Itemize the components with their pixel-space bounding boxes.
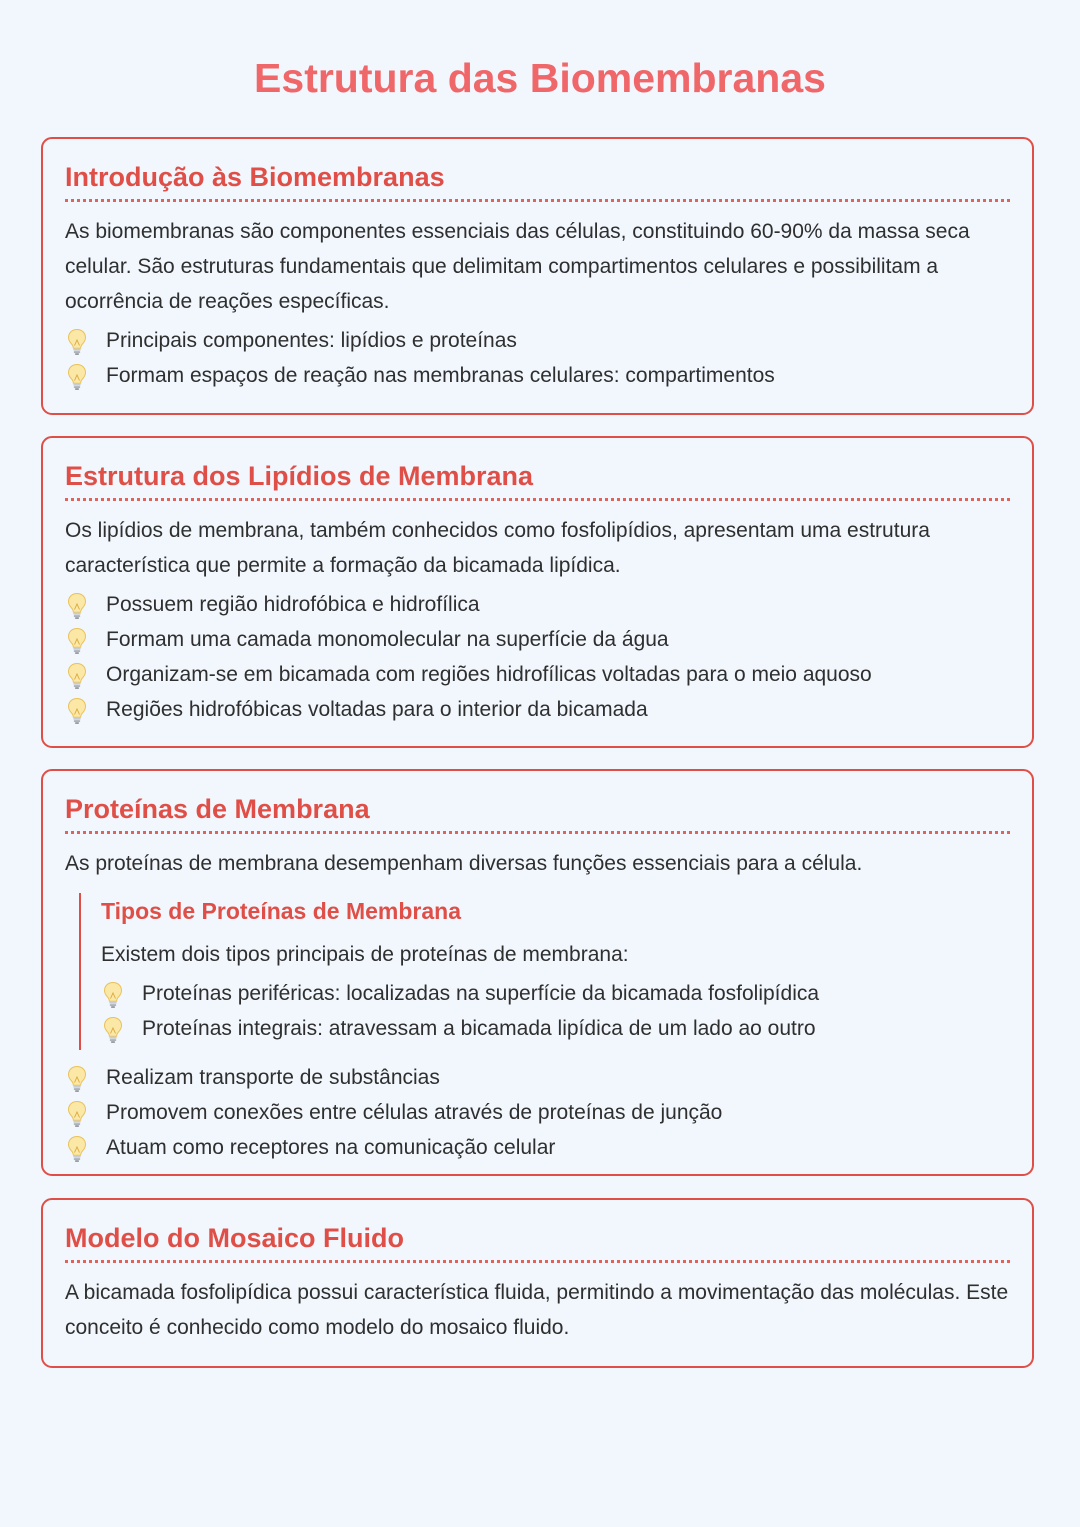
lightbulb-icon [65, 326, 106, 356]
section-text: Os lipídios de membrana, também conhecidos como fosfolipídios, apresentam uma estrutura característica que permite a formação da bicamada lipídica. [65, 519, 930, 577]
section-heading: Modelo do Mosaico Fluido [65, 1220, 1010, 1263]
bullet-list [65, 1060, 1010, 1165]
lightbulb-icon [65, 1133, 106, 1163]
lightbulb-icon [65, 590, 106, 620]
subsection-heading: Tipos de Proteínas de Membrana [101, 898, 462, 924]
section-proteins [41, 769, 1034, 1176]
lightbulb-icon [65, 1063, 106, 1093]
subsection-protein-types [79, 893, 1010, 1050]
lightbulb-icon [101, 979, 142, 1009]
list-item-text: Promovem conexões entre células através de proteínas de junção [106, 1101, 723, 1124]
section-text: As proteínas de membrana desempenham diversas funções essenciais para a célula. [65, 852, 863, 875]
list-item [65, 657, 1010, 692]
list-item [101, 976, 1010, 1011]
list-item-text: Realizam transporte de substâncias [106, 1066, 440, 1089]
section-heading: Introdução às Biomembranas [65, 159, 1010, 202]
subsection-text: Existem dois tipos principais de proteínas de membrana: [101, 943, 629, 966]
list-item [65, 1095, 1010, 1130]
bullet-list [101, 976, 1010, 1046]
section-text: As biomembranas são componentes essenciais das células, constituindo 60-90% da massa seca celular. São estruturas fundamentais que delimitam compartimentos celulares e possibilitam a ocorrência de reações específicas. [65, 220, 970, 313]
list-item-text: Formam espaços de reação nas membranas celulares: compartimentos [106, 364, 775, 387]
section-lipids [41, 436, 1034, 748]
list-item-text: Regiões hidrofóbicas voltadas para o interior da bicamada [106, 698, 648, 721]
bullet-list [65, 587, 1010, 727]
list-item [65, 323, 1010, 358]
section-heading: Proteínas de Membrana [65, 791, 1010, 834]
lightbulb-icon [65, 625, 106, 655]
list-item [65, 622, 1010, 657]
list-item-text: Principais componentes: lipídios e proteínas [106, 329, 517, 352]
list-item [65, 692, 1010, 727]
section-text: A bicamada fosfolipídica possui característica fluida, permitindo a movimentação das moléculas. Este conceito é conhecido como modelo do mosaico fluido. [65, 1281, 1009, 1339]
lightbulb-icon [65, 1098, 106, 1128]
list-item-text: Proteínas integrais: atravessam a bicamada lipídica de um lado ao outro [142, 1017, 816, 1040]
list-item-text: Atuam como receptores na comunicação celular [106, 1136, 556, 1159]
section-mosaic [41, 1198, 1034, 1368]
list-item-text: Organizam-se em bicamada com regiões hidrofílicas voltadas para o meio aquoso [106, 663, 872, 686]
list-item [65, 1060, 1010, 1095]
lightbulb-icon [65, 361, 106, 391]
section-heading: Estrutura dos Lipídios de Membrana [65, 458, 1010, 501]
lightbulb-icon [65, 660, 106, 690]
bullet-list [65, 323, 1010, 393]
list-item-text: Formam uma camada monomolecular na superfície da água [106, 628, 669, 651]
list-item [65, 1130, 1010, 1165]
list-item-text: Possuem região hidrofóbica e hidrofílica [106, 593, 480, 616]
lightbulb-icon [65, 695, 106, 725]
list-item [65, 587, 1010, 622]
list-item-text: Proteínas periféricas: localizadas na superfície da bicamada fosfolipídica [142, 982, 820, 1005]
page-title: Estrutura das Biomembranas [254, 55, 826, 101]
list-item [65, 358, 1010, 393]
list-item [101, 1011, 1010, 1046]
lightbulb-icon [101, 1014, 142, 1044]
section-intro [41, 137, 1034, 415]
